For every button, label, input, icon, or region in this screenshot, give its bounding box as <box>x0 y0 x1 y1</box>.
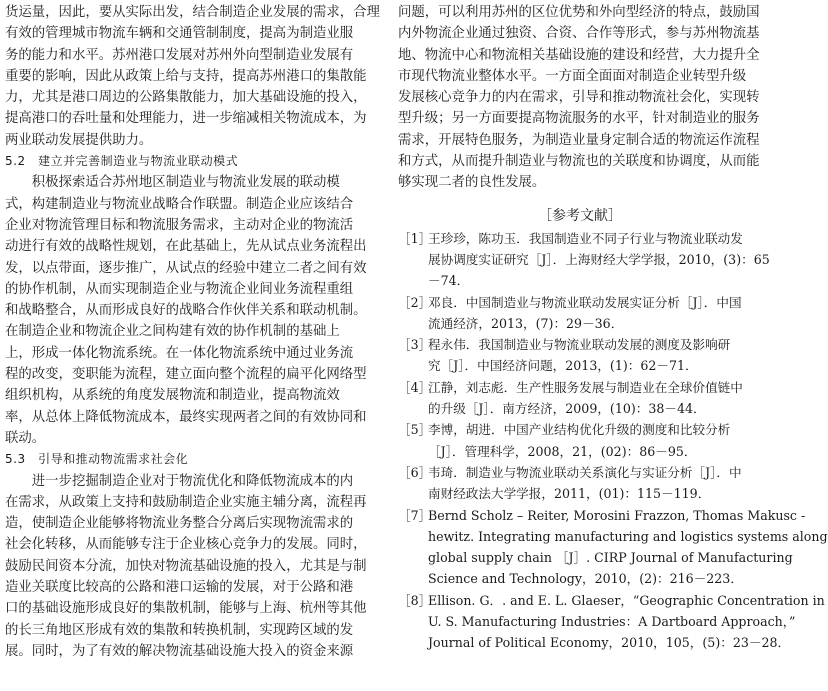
text-line: 口的基础设施形成良好的集散机制，能够与上海、杭州等其他 <box>5 601 367 617</box>
reference-text: Ellison. G．. and E. L. Glaeser，“Geographic Concentration in <box>428 592 825 608</box>
reference-number: ［7］ <box>398 507 432 523</box>
reference-number: ［8］ <box>398 592 432 608</box>
reference-text: 邓良．中国制造业与物流业联动发展实证分析［J］．中国 <box>428 294 742 310</box>
text-line: 造，使制造企业能够将物流业务整合分离后实现物流需求的 <box>5 516 354 532</box>
reference-item <box>398 590 825 654</box>
section-heading-5-3: 5.3 引导和推动物流需求社会化 <box>5 452 189 467</box>
reference-text: 流通经济，2013，(7)：29－36． <box>428 315 624 331</box>
text-line: 在制造企业和物流企业之间构建有效的协作机制的基础上 <box>5 324 340 340</box>
reference-number: ［3］ <box>398 337 432 353</box>
reference-text: 的升级［J］．南方经济，2009，(10)：38－44． <box>428 401 706 417</box>
paragraph-linkage-mode <box>5 172 377 449</box>
text-line: 和方式，从而提升制造业与物流也的关联度和协调度，从而能 <box>398 154 760 170</box>
text-line: 提高港口的吞吐量和处理能力，进一步缩减相关物流成本，为 <box>5 111 367 127</box>
reference-item <box>398 462 762 505</box>
reference-number: ［6］ <box>398 464 432 480</box>
text-line: 够实现二者的良性发展。 <box>398 175 546 191</box>
text-line: 发展核心竞争力的内在需求，引导和推动物流社会化，实现转 <box>398 90 760 106</box>
text-line: 率，从总体上降低物流成本，最终实现两者之间的有效协同和 <box>5 409 367 425</box>
text-line: 展。同时，为了有效的解决物流基础设施大投入的资金来源 <box>5 643 354 659</box>
reference-text: global supply chain ［J］. CIRP Journal of Manufacturing <box>428 550 793 566</box>
text-line: 和战略整合，从而形成良好的战略合作伙伴关系和联动机制。 <box>5 303 367 319</box>
reference-item <box>398 377 762 420</box>
text-line: 两业联动发展提供助力。 <box>5 132 153 148</box>
reference-text: 韦琦．制造业与物流业联动关系演化与实证分析［J］．中 <box>428 464 742 480</box>
reference-text: 南财经政法大学学报，2011，(01)：115－119． <box>428 486 711 502</box>
text-line: 发，以点带面，逐步推广，从试点的经验中建立二者之间有效 <box>5 260 367 276</box>
section-heading-5-2: 5.2 建立并完善制造业与物流业联动模式 <box>5 154 239 169</box>
text-line: 务的能力和水平。苏州港口发展对苏州外向型制造业发展有 <box>5 47 354 63</box>
reference-number: ［4］ <box>398 379 432 395</box>
text-line: 进一步挖掘制造企业对于物流优化和降低物流成本的内 <box>5 473 354 489</box>
reference-text: hewitz. Integrating manufacturing and logistics systems along <box>428 528 828 544</box>
reference-number: ［2］ <box>398 294 432 310</box>
reference-text: 王珍珍，陈功玉．我国制造业不同子行业与物流业联动发 <box>428 230 743 246</box>
reference-text: 李博，胡进．中国产业结构优化升级的测度和比较分析 <box>428 422 731 438</box>
text-line: 货运量，因此，要从实际出发，结合制造企业发展的需求，合理 <box>5 5 380 20</box>
text-line: 积极探索适合苏州地区制造业与物流业发展的联动模 <box>5 175 340 191</box>
reference-item <box>398 419 762 462</box>
reference-text: 究［J］．中国经济问题，2013，(1)：62－71． <box>428 358 698 374</box>
text-line: 鼓励民间资本分流，加快对物流基础设施的投入，尤其是与制 <box>5 558 367 574</box>
text-line: 式，构建制造业与物流业战略合作联盟。制造企业应该结合 <box>5 196 354 212</box>
reference-item <box>398 505 828 590</box>
reference-item <box>398 334 762 377</box>
reference-text: U. S. Manufacturing Industries：A Dartboard Approach，” <box>428 614 796 630</box>
reference-number: ［1］ <box>398 230 432 246</box>
reference-text: Journal of Political Economy，2010，105，(5)：23－28． <box>428 635 791 651</box>
text-line: 有效的管理城市物流车辆和交通管制制度，提高为制造业服 <box>5 26 354 42</box>
reference-text: 江静，刘志彪．生产性服务发展与制造业在全球价值链中 <box>428 379 743 395</box>
text-line: 组织机构，从系统的角度发展物流和制造业，提高物流效 <box>5 388 340 404</box>
text-line: 力，尤其是港口周边的公路集散能力，加大基础设施的投入， <box>5 90 367 106</box>
text-line: 联动。 <box>5 430 46 446</box>
text-line: 需求，开展特色服务，为制造业量身定制合适的物流运作流程 <box>398 132 760 148</box>
text-line: 在需求，从政策上支持和鼓励制造企业实施主辅分离，流程再 <box>5 494 367 510</box>
reference-item <box>398 292 762 335</box>
text-line: 的长三角地区形成有效的集散和转换机制，实现跨区域的发 <box>5 622 354 638</box>
text-line: 社会化转移，从而能够专注于企业核心竞争力的发展。同时， <box>5 537 367 553</box>
reference-text: －74． <box>428 273 470 289</box>
right-column <box>398 2 828 654</box>
text-line: 动进行有效的战略性规划，在此基础上，先从试点业务流程出 <box>5 239 367 255</box>
left-column <box>5 2 380 662</box>
text-line: 造业关联度比较高的公路和港口运输的发展，对于公路和港 <box>5 580 354 596</box>
reference-text: ［J］．管理科学，2008，21，(02)：86－95． <box>428 443 697 459</box>
reference-text: Bernd Scholz – Reiter, Morosini Frazzon, Thomas Makusc - <box>428 507 806 523</box>
reference-text: 程永伟．我国制造业与物流业联动发展的测度及影响研 <box>428 337 731 353</box>
references-heading: ［参考文献］ <box>538 207 622 224</box>
paragraph-suzhou-advantage <box>398 2 762 194</box>
text-line: 市现代物流业整体水平。一方面全面面对制造企业转型升级 <box>398 68 747 84</box>
text-line: 地、物流中心和物流相关基础设施的建设和经营，大力提升全 <box>398 47 760 63</box>
text-line: 上，形成一体化物流系统。在一体化物流系统中通过业务流 <box>5 345 354 361</box>
reference-number: ［5］ <box>398 422 432 438</box>
text-line: 型升级；另一方面要提高物流服务的水平，针对制造业的服务 <box>398 111 760 127</box>
paragraph-demand-socialization <box>5 471 377 663</box>
text-line: 的协作机制，从而实现制造企业与物流企业间业务流程重组 <box>5 281 354 297</box>
reference-list <box>398 228 828 654</box>
reference-text: 展协调度实证研究［J］．上海财经大学学报，2010，(3)：65 <box>428 251 770 267</box>
text-line: 重要的影响，因此从政策上给与支持，提高苏州港口的集散能 <box>5 68 367 84</box>
text-line: 内外物流企业通过独资、合资、合作等形式，参与苏州物流基 <box>398 26 760 42</box>
text-line: 程的改变，变职能为流程，建立面向整个流程的扁平化网络型 <box>5 367 367 383</box>
reference-text: Science and Technology，2010，(2)：216－223． <box>428 571 743 587</box>
reference-item <box>398 228 770 292</box>
paragraph-port-policy <box>5 2 380 151</box>
text-line: 问题，可以利用苏州的区位优势和外向型经济的特点，鼓励国 <box>398 5 760 20</box>
text-line: 企业对物流管理目标和物流服务需求，主动对企业的物流活 <box>5 217 354 233</box>
